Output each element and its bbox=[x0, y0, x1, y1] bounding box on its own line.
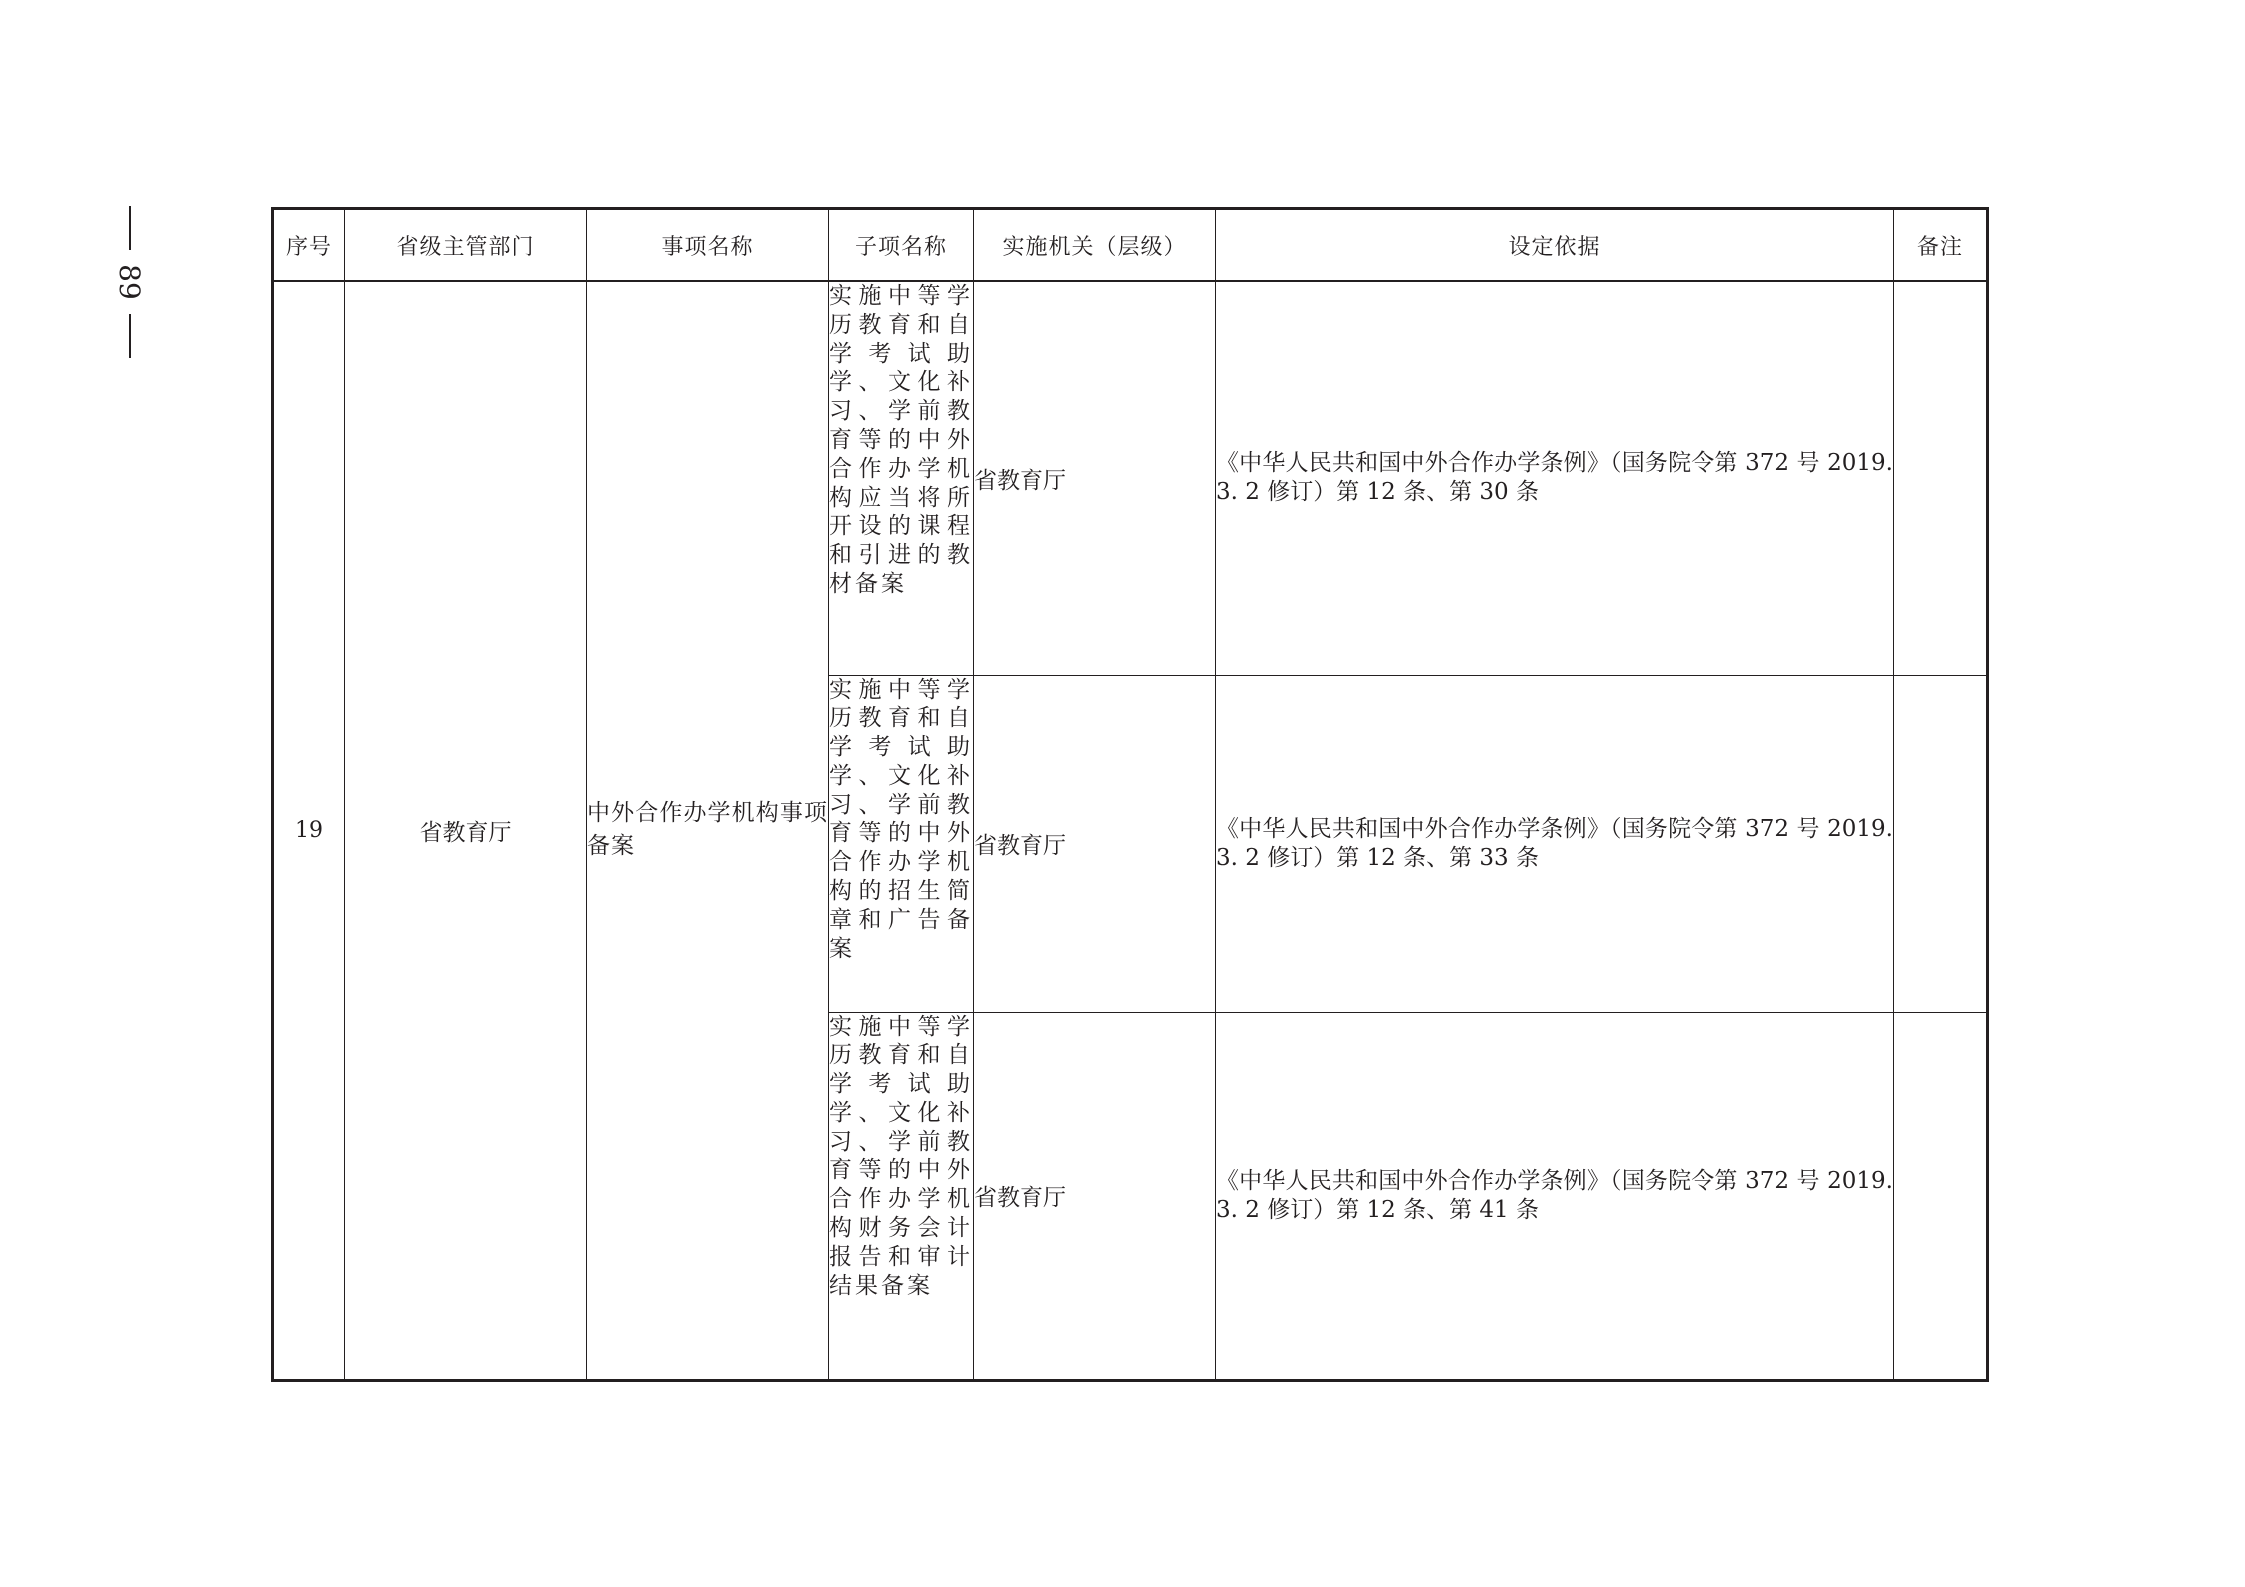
header-legal-basis: 设定依据 bbox=[1216, 209, 1894, 282]
cell-sub-item-name: 实施中等学历教育和自学考试助学、文化补习、学前教育等的中外合作办学机构财务会计报告和审计结果备案 bbox=[829, 1012, 974, 1380]
administrative-items-table bbox=[271, 207, 1989, 1382]
cell-implementing-body: 省教育厅 bbox=[974, 281, 1216, 675]
cell-implementing-body: 省教育厅 bbox=[974, 1012, 1216, 1380]
cell-remarks bbox=[1894, 675, 1988, 1012]
cell-remarks bbox=[1894, 281, 1988, 675]
cell-remarks bbox=[1894, 1012, 1988, 1380]
page-number-dash-right bbox=[129, 314, 131, 358]
cell-implementing-body: 省教育厅 bbox=[974, 675, 1216, 1012]
header-seq: 序号 bbox=[273, 209, 345, 282]
header-item-name: 事项名称 bbox=[587, 209, 829, 282]
cell-sub-item-name: 实施中等学历教育和自学考试助学、文化补习、学前教育等的中外合作办学机构应当将所开设的课程和引进的教材备案 bbox=[829, 281, 974, 675]
header-remarks: 备注 bbox=[1894, 209, 1988, 282]
page-number bbox=[110, 182, 150, 382]
cell-item-name: 中外合作办学机构事项备案 bbox=[587, 281, 829, 1380]
table-header-row bbox=[273, 209, 1988, 282]
cell-legal-basis: 《中华人民共和国中外合作办学条例》（国务院令第 372 号 2019. 3. 2 修订）第 12 条、第 33 条 bbox=[1216, 675, 1894, 1012]
header-department: 省级主管部门 bbox=[345, 209, 587, 282]
cell-sub-item-name: 实施中等学历教育和自学考试助学、文化补习、学前教育等的中外合作办学机构的招生简章和广告备案 bbox=[829, 675, 974, 1012]
table-row bbox=[273, 281, 1988, 675]
page-number-dash-left bbox=[129, 206, 131, 250]
page-number-text: 89 bbox=[113, 264, 147, 300]
cell-legal-basis: 《中华人民共和国中外合作办学条例》（国务院令第 372 号 2019. 3. 2 修订）第 12 条、第 41 条 bbox=[1216, 1012, 1894, 1380]
cell-seq: 19 bbox=[273, 281, 345, 1380]
cell-department: 省教育厅 bbox=[345, 281, 587, 1380]
header-implementing-body: 实施机关（层级） bbox=[974, 209, 1216, 282]
cell-legal-basis: 《中华人民共和国中外合作办学条例》（国务院令第 372 号 2019. 3. 2 修订）第 12 条、第 30 条 bbox=[1216, 281, 1894, 675]
header-sub-item-name: 子项名称 bbox=[829, 209, 974, 282]
